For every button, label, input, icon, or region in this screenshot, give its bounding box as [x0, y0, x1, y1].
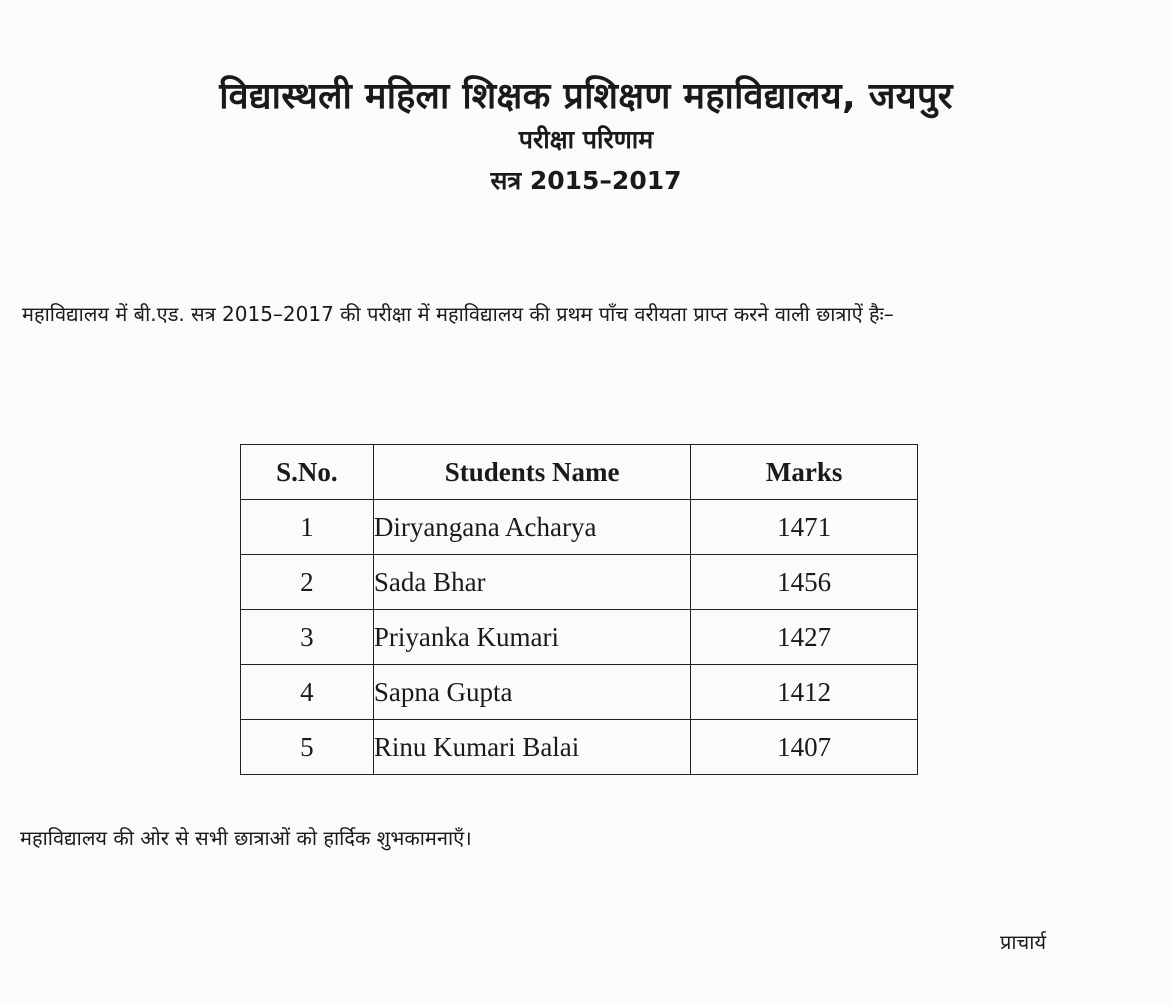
- cell-sno: 2: [241, 555, 374, 610]
- table-row: [241, 500, 918, 555]
- intro-paragraph: महाविद्यालय में बी.एड. सत्र 2015–2017 की परीक्षा में महाविद्यालय की प्रथम पाँच वरीयता प्राप्त करने वाली छात्राऐं हैः–: [22, 302, 894, 326]
- cell-student-name: Sada Bhar: [373, 555, 691, 610]
- table-row: [241, 555, 918, 610]
- cell-marks: 1471: [691, 500, 918, 555]
- college-title: विद्यास्थली महिला शिक्षक प्रशिक्षण महाविद्यालय, जयपुर: [219, 76, 953, 117]
- table-row: [241, 720, 918, 775]
- header-marks: Marks: [691, 445, 918, 500]
- cell-marks: 1427: [691, 610, 918, 665]
- cell-sno: 3: [241, 610, 374, 665]
- table-row: [241, 665, 918, 720]
- table-header-row: [241, 445, 918, 500]
- cell-marks: 1407: [691, 720, 918, 775]
- table-row: [241, 610, 918, 665]
- session-line: सत्र 2015–2017: [490, 166, 682, 195]
- result-subtitle: परीक्षा परिणाम: [518, 125, 654, 154]
- cell-marks: 1412: [691, 665, 918, 720]
- cell-student-name: Diryangana Acharya: [373, 500, 691, 555]
- cell-sno: 1: [241, 500, 374, 555]
- cell-student-name: Rinu Kumari Balai: [373, 720, 691, 775]
- cell-student-name: Sapna Gupta: [373, 665, 691, 720]
- cell-sno: 4: [241, 665, 374, 720]
- cell-marks: 1456: [691, 555, 918, 610]
- cell-sno: 5: [241, 720, 374, 775]
- header-student-name: Students Name: [373, 445, 691, 500]
- closing-wishes: महाविद्यालय की ओर से सभी छात्राओं को हार्दिक शुभकामनाएँ।: [20, 826, 472, 850]
- header-sno: S.No.: [241, 445, 374, 500]
- cell-student-name: Priyanka Kumari: [373, 610, 691, 665]
- results-table: [240, 444, 918, 775]
- principal-signature-label: प्राचार्य: [1000, 930, 1047, 954]
